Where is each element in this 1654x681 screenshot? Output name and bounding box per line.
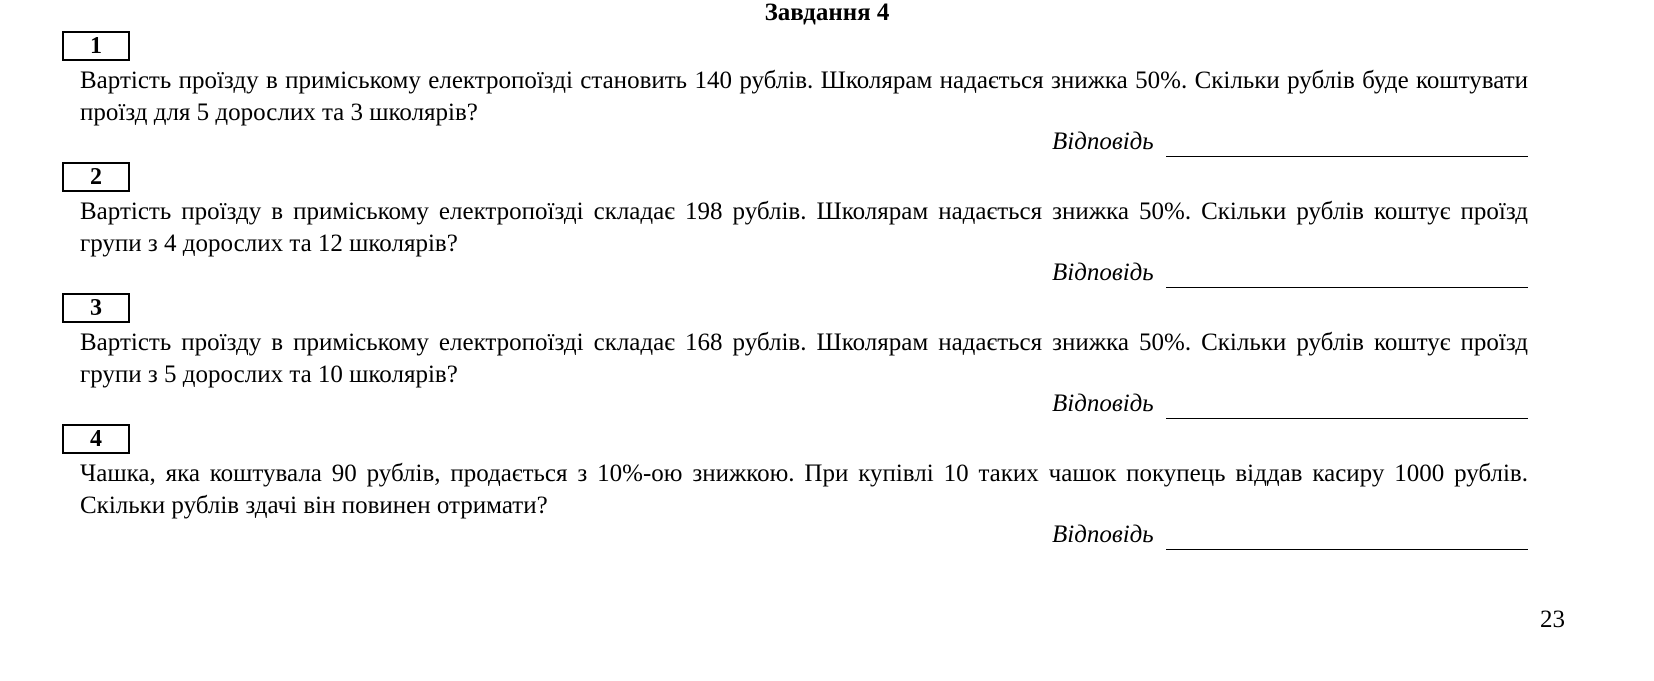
answer-label: Відповідь xyxy=(1052,390,1154,417)
answer-field[interactable] xyxy=(1052,388,1528,420)
answer-line[interactable] xyxy=(1166,549,1528,550)
answer-label: Відповідь xyxy=(1052,259,1154,286)
task-question: Вартість проїзду в приміському електропоїзді складає 168 рублів. Школярам надається знижка 50%. Скільки рублів коштує проїзд групи з 5 дорослих та 10 школярів? xyxy=(80,329,1528,388)
task-number-box: 3 xyxy=(62,293,130,323)
answer-field[interactable] xyxy=(1052,519,1528,551)
answer-line[interactable] xyxy=(1166,156,1528,157)
answer-field[interactable] xyxy=(1052,257,1528,289)
task-question: Чашка, яка коштувала 90 рублів, продається з 10%-ою знижкою. При купівлі 10 таких чашок покупець віддав касиру 1000 рублів. Скільки рублів здачі він повинен отримати? xyxy=(80,460,1528,519)
task-number-box: 4 xyxy=(62,424,130,454)
answer-line[interactable] xyxy=(1166,418,1528,419)
answer-line[interactable] xyxy=(1166,287,1528,288)
task-question: Вартість проїзду в приміському електропоїзді становить 140 рублів. Школярам надається знижка 50%. Скільки рублів буде коштувати проїзд для 5 дорослих та 3 школярів? xyxy=(80,67,1528,126)
answer-label: Відповідь xyxy=(1052,128,1154,155)
task-number-box: 1 xyxy=(62,31,130,61)
page-number: 23 xyxy=(1540,606,1565,633)
answer-field[interactable] xyxy=(1052,126,1528,158)
task-number-box: 2 xyxy=(62,162,130,192)
page-title: Завдання 4 xyxy=(764,0,890,26)
answer-label: Відповідь xyxy=(1052,521,1154,548)
task-question: Вартість проїзду в приміському електропоїзді складає 198 рублів. Школярам надається знижка 50%. Скільки рублів коштує проїзд групи з 4 дорослих та 12 школярів? xyxy=(80,198,1528,257)
